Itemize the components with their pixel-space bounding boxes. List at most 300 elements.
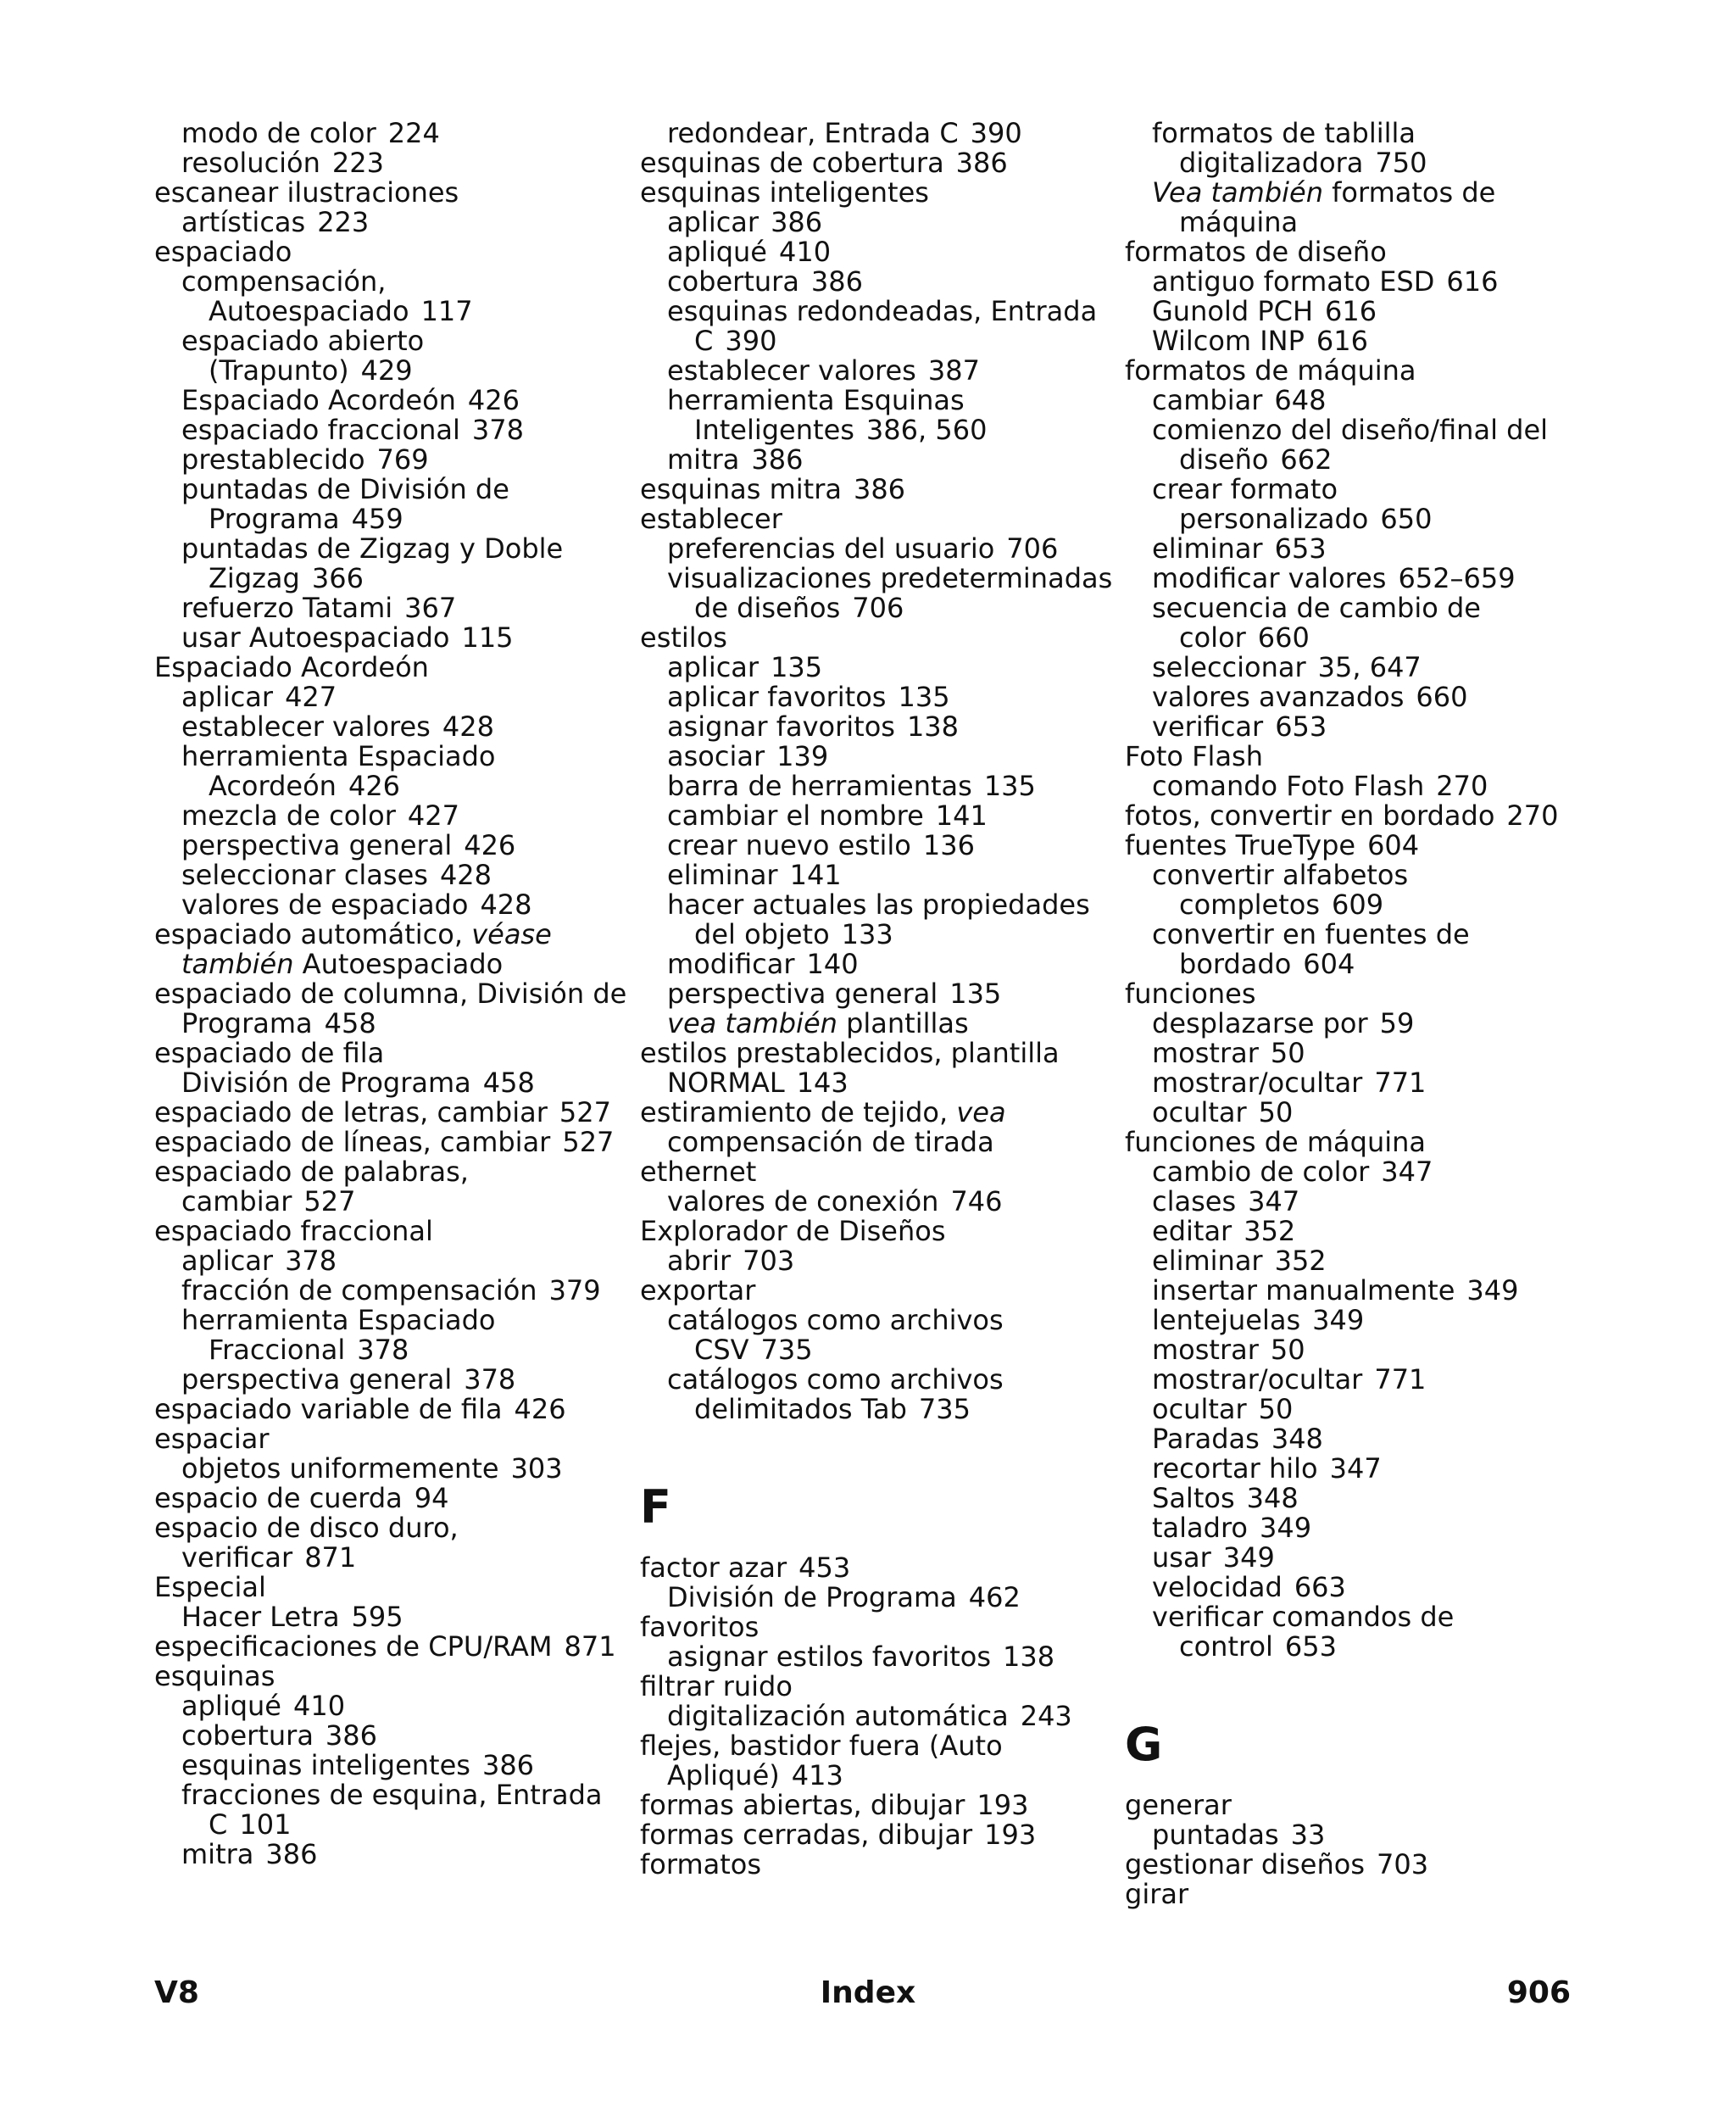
- entry-page-ref: 387: [927, 354, 980, 387]
- entry-term: Saltos: [1152, 1482, 1235, 1514]
- index-subentry: [154, 1780, 629, 1810]
- entry-page-ref: 390: [970, 117, 1022, 149]
- index-subentry: [1125, 1602, 1600, 1632]
- entry-term: mitra: [667, 443, 740, 476]
- index-subentry: [1125, 1424, 1600, 1454]
- entry-see-also: vea: [956, 1096, 1006, 1128]
- entry-term: apliqué: [181, 1690, 281, 1722]
- entry-term: diseño: [1179, 443, 1269, 476]
- entry-term: objetos uniformemente: [181, 1452, 499, 1485]
- index-entry: [640, 1791, 1115, 1820]
- entry-term: fuentes TrueType: [1125, 829, 1356, 861]
- entry-page-ref: 135: [771, 651, 823, 683]
- index-subentry: [154, 1810, 629, 1840]
- index-subentry: [1125, 653, 1600, 682]
- entry-page-ref: 135: [898, 681, 950, 713]
- entry-term: asociar: [667, 740, 765, 772]
- entry-page-ref: 706: [1006, 532, 1059, 565]
- entry-term: espaciado de palabras,: [154, 1156, 469, 1188]
- entry-term: digitalización automática: [667, 1700, 1009, 1732]
- entry-term: esquinas inteligentes: [181, 1749, 470, 1781]
- entry-term: clases: [1152, 1185, 1237, 1217]
- index-subentry: [640, 712, 1115, 742]
- entry-page-ref: 653: [1275, 710, 1327, 743]
- index-entry: [640, 1672, 1115, 1702]
- entry-term: mostrar: [1152, 1334, 1259, 1366]
- index-entry: [640, 1731, 1115, 1761]
- entry-term: puntadas de División de: [181, 473, 509, 505]
- index-subentry: [1125, 534, 1600, 564]
- index-subentry: [154, 564, 629, 593]
- index-subentry: [640, 1642, 1115, 1672]
- index-subentry: [154, 356, 629, 386]
- index-entry: [154, 653, 629, 682]
- entry-page-ref: 604: [1367, 829, 1420, 861]
- entry-term: taladro: [1152, 1512, 1248, 1544]
- index-entry: [154, 1039, 629, 1068]
- index-subentry: [154, 712, 629, 742]
- entry-term: División de Programa: [667, 1581, 957, 1613]
- entry-page-ref: 527: [303, 1185, 356, 1217]
- index-subentry: [154, 475, 629, 504]
- index-subentry: [154, 326, 629, 356]
- entry-page-ref: 769: [376, 443, 429, 476]
- entry-term: esquinas inteligentes: [640, 176, 929, 209]
- entry-term: perspectiva general: [667, 978, 938, 1010]
- entry-page-ref: 138: [906, 710, 960, 743]
- index-subentry: [1125, 1543, 1600, 1573]
- index-subentry: [640, 831, 1115, 861]
- entry-page-ref: 378: [285, 1245, 337, 1277]
- entry-term: espaciado de líneas, cambiar: [154, 1126, 551, 1158]
- index-subentry: [1125, 415, 1600, 445]
- index-subentry: [1125, 297, 1600, 326]
- entry-page-ref: 348: [1271, 1423, 1323, 1455]
- entry-term: ocultar: [1152, 1393, 1247, 1425]
- entry-term: Espaciado Acordeón: [154, 651, 429, 683]
- entry-term: formas cerradas, dibujar: [640, 1819, 973, 1851]
- entry-page-ref: 427: [407, 799, 459, 832]
- index-subentry: [154, 119, 629, 148]
- index-subentry: [640, 119, 1115, 148]
- footer-version: V8: [154, 1975, 199, 2010]
- index-subentry: [1125, 326, 1600, 356]
- entry-term: comienzo del diseño/final del: [1152, 414, 1549, 446]
- index-entry: [1125, 1128, 1600, 1157]
- index-subentry: [640, 1068, 1115, 1098]
- entry-page-ref: 410: [292, 1690, 346, 1722]
- index-subentry: [1125, 682, 1600, 712]
- entry-term: funciones: [1125, 978, 1256, 1010]
- index-subentry: [1125, 1276, 1600, 1306]
- entry-page-ref: 352: [1274, 1245, 1327, 1277]
- entry-term: recortar hilo: [1152, 1452, 1318, 1485]
- entry-page-ref: 648: [1274, 384, 1327, 416]
- index-subentry: [640, 801, 1115, 831]
- entry-term: abrir: [667, 1245, 732, 1277]
- entry-term: seleccionar clases: [181, 859, 428, 891]
- entry-term: cobertura: [181, 1719, 314, 1752]
- entry-term: digitalizadora: [1179, 147, 1364, 179]
- entry-page-ref: 141: [789, 859, 842, 891]
- entry-page-ref: 270: [1506, 799, 1559, 832]
- entry-page-ref: 243: [1020, 1700, 1072, 1732]
- entry-page-ref: 223: [317, 206, 370, 238]
- entry-term: perspectiva general: [181, 1363, 453, 1396]
- index-subentry: [154, 623, 629, 653]
- entry-page-ref: 663: [1294, 1571, 1346, 1603]
- index-subentry: [640, 356, 1115, 386]
- index-entry: [640, 1613, 1115, 1642]
- index-subentry: [1125, 920, 1600, 950]
- index-entry: [154, 1484, 629, 1513]
- entry-page-ref: 347: [1248, 1185, 1300, 1217]
- entry-see-also: también: [181, 948, 294, 980]
- entry-page-ref: 650: [1380, 503, 1433, 535]
- entry-page-ref: 348: [1246, 1482, 1299, 1514]
- entry-term: Wilcom INP: [1152, 325, 1305, 357]
- entry-term: preferencias del usuario: [667, 532, 995, 565]
- entry-term: espacio de cuerda: [154, 1482, 403, 1514]
- entry-term: modo de color: [181, 117, 376, 149]
- entry-term: fracciones de esquina, Entrada: [181, 1779, 603, 1811]
- entry-term: eliminar: [667, 859, 778, 891]
- index-subentry: [640, 267, 1115, 297]
- entry-page-ref: 223: [331, 147, 384, 179]
- index-subentry: [154, 1543, 629, 1573]
- entry-term: espaciado abierto: [181, 325, 425, 357]
- entry-term: máquina: [1179, 206, 1299, 238]
- index-subentry: [154, 504, 629, 534]
- entry-term: crear nuevo estilo: [667, 829, 911, 861]
- entry-page-ref: 703: [1377, 1848, 1429, 1880]
- index-subentry: [640, 950, 1115, 979]
- entry-term: aplicar: [181, 1245, 274, 1277]
- entry-term: Espaciado Acordeón: [181, 384, 456, 416]
- index-subentry: [1125, 890, 1600, 920]
- entry-page-ref: 426: [514, 1393, 566, 1425]
- index-subentry: [154, 1335, 629, 1365]
- entry-page-ref: 616: [1446, 265, 1499, 298]
- entry-term: espaciar: [154, 1423, 270, 1455]
- entry-term: factor azar: [640, 1552, 787, 1584]
- entry-term: generar: [1125, 1789, 1232, 1821]
- entry-term: completos: [1179, 889, 1321, 921]
- entry-page-ref: 426: [464, 829, 516, 861]
- entry-page-ref: 386: [771, 206, 823, 238]
- entry-term: usar: [1152, 1541, 1211, 1574]
- entry-page-ref: 458: [482, 1067, 535, 1099]
- index-subentry: [640, 920, 1115, 950]
- index-subentry: [1125, 772, 1600, 801]
- entry-term: esquinas: [154, 1660, 275, 1692]
- entry-page-ref: 735: [760, 1334, 813, 1366]
- index-entry: [1125, 1850, 1600, 1880]
- entry-page-ref: 224: [387, 117, 440, 149]
- entry-term: flejes, bastidor fuera (Auto: [640, 1730, 1003, 1762]
- index-entry: [640, 504, 1115, 534]
- entry-term: Gunold PCH: [1152, 295, 1314, 327]
- entry-see-also: véase: [471, 918, 552, 950]
- entry-term: formatos de máquina: [1125, 354, 1416, 387]
- index-entry: [154, 1157, 629, 1187]
- index-subentry: [640, 653, 1115, 682]
- index-subentry: [640, 208, 1115, 237]
- entry-term: refuerzo Tatami: [181, 592, 393, 624]
- index-entry: [154, 1513, 629, 1543]
- entry-term: Apliqué): [667, 1759, 780, 1791]
- entry-term: (Trapunto): [209, 354, 349, 387]
- entry-term: Acordeón: [209, 770, 337, 802]
- index-subentry: [154, 148, 629, 178]
- entry-term: delimitados Tab: [694, 1393, 907, 1425]
- entry-term: de diseños: [694, 592, 841, 624]
- entry-page-ref: 50: [1258, 1096, 1294, 1128]
- index-subentry: [154, 297, 629, 326]
- entry-term: ocultar: [1152, 1096, 1247, 1128]
- entry-page-ref: 349: [1312, 1304, 1365, 1336]
- entry-page-ref: 413: [791, 1759, 843, 1791]
- index-entry: [154, 979, 629, 1009]
- index-subentry: [1125, 623, 1600, 653]
- index-section-letter: F: [640, 1480, 671, 1534]
- entry-page-ref: 50: [1258, 1393, 1294, 1425]
- entry-page-ref: 426: [467, 384, 520, 416]
- index-subentry: [1125, 861, 1600, 890]
- entry-page-ref: 386: [265, 1838, 318, 1870]
- index-subentry: [1125, 148, 1600, 178]
- index-subentry: [154, 950, 629, 979]
- index-subentry: [154, 861, 629, 890]
- index-entry: [640, 623, 1115, 653]
- entry-page-ref: 462: [968, 1581, 1021, 1613]
- entry-term: perspectiva general: [181, 829, 453, 861]
- entry-page-ref: 616: [1325, 295, 1377, 327]
- index-subentry: [640, 386, 1115, 415]
- entry-page-ref: 428: [439, 859, 492, 891]
- index-entry: [640, 475, 1115, 504]
- index-subentry: [640, 1335, 1115, 1365]
- entry-term: esquinas de cobertura: [640, 147, 944, 179]
- entry-page-ref: 652–659: [1398, 562, 1516, 594]
- entry-page-ref: 352: [1244, 1215, 1296, 1247]
- entry-term: prestablecido: [181, 443, 365, 476]
- entry-page-ref: 386: [325, 1719, 377, 1752]
- index-subentry: [1125, 1820, 1600, 1850]
- entry-term: personalizado: [1179, 503, 1369, 535]
- index-entry: [640, 1098, 1115, 1128]
- entry-term: espaciado automático,: [154, 918, 472, 950]
- entry-page-ref: 386: [955, 147, 1008, 179]
- index-subentry: [640, 1306, 1115, 1335]
- entry-term: Programa: [209, 503, 340, 535]
- entry-term: asignar favoritos: [667, 710, 895, 743]
- index-subentry: [640, 742, 1115, 772]
- entry-page-ref: 143: [796, 1067, 849, 1099]
- index-subentry: [1125, 1365, 1600, 1395]
- entry-term: valores de conexión: [667, 1185, 939, 1217]
- index-subentry: [1125, 1157, 1600, 1187]
- index-subentry: [154, 1306, 629, 1335]
- index-subentry: [640, 979, 1115, 1009]
- entry-term: bordado: [1179, 948, 1292, 980]
- index-subentry: [1125, 1395, 1600, 1424]
- entry-page-ref: 703: [743, 1245, 795, 1277]
- entry-term: favoritos: [640, 1611, 760, 1643]
- entry-page-ref: 459: [351, 503, 403, 535]
- index-subentry: [154, 1246, 629, 1276]
- entry-page-ref: 428: [442, 710, 494, 743]
- index-subentry: [1125, 1217, 1600, 1246]
- index-subentry: [1125, 564, 1600, 593]
- entry-page-ref: 527: [562, 1126, 615, 1158]
- index-column-1: [154, 119, 629, 1869]
- entry-page-ref: 35, 647: [1317, 651, 1422, 683]
- entry-term: Explorador de Diseños: [640, 1215, 946, 1247]
- entry-page-ref: 140: [806, 948, 859, 980]
- entry-term: estilos: [640, 621, 727, 654]
- index-subentry: [640, 772, 1115, 801]
- entry-term: valores avanzados: [1152, 681, 1405, 713]
- index-entry: [154, 1424, 629, 1454]
- entry-page-ref: 410: [778, 236, 832, 268]
- entry-term: exportar: [640, 1274, 756, 1306]
- entry-term: especificaciones de CPU/RAM: [154, 1630, 553, 1663]
- entry-page-ref: 871: [304, 1541, 357, 1574]
- entry-see-also: vea también: [667, 1007, 837, 1039]
- index-entry: [154, 920, 629, 950]
- entry-term: fracción de compensación: [181, 1274, 537, 1306]
- entry-page-ref: 653: [1284, 1630, 1337, 1663]
- entry-page-ref: 595: [351, 1601, 403, 1633]
- entry-page-ref: 706: [852, 592, 904, 624]
- entry-term: establecer valores: [181, 710, 431, 743]
- entry-term: Zigzag: [209, 562, 300, 594]
- index-subentry: [154, 445, 629, 475]
- index-subentry: [1125, 208, 1600, 237]
- entry-page-ref: 386: [751, 443, 804, 476]
- entry-page-ref: 426: [348, 770, 401, 802]
- index-subentry: [640, 326, 1115, 356]
- entry-page-ref: 386, 560: [865, 414, 988, 446]
- entry-page-ref: 193: [976, 1789, 1029, 1821]
- entry-term: ethernet: [640, 1156, 757, 1188]
- index-subentry: [154, 772, 629, 801]
- entry-page-ref: 428: [480, 889, 532, 921]
- index-subentry: [1125, 1573, 1600, 1602]
- index-subentry: [640, 682, 1115, 712]
- entry-page-ref: 50: [1270, 1037, 1305, 1069]
- index-subentry: [640, 1187, 1115, 1217]
- entry-page-ref: 390: [725, 325, 777, 357]
- index-subentry: [1125, 1039, 1600, 1068]
- entry-term: formas abiertas, dibujar: [640, 1789, 965, 1821]
- index-subentry: [154, 1602, 629, 1632]
- entry-term-suffix: plantillas: [837, 1007, 969, 1039]
- entry-term: convertir alfabetos: [1152, 859, 1409, 891]
- entry-term: mostrar: [1152, 1037, 1259, 1069]
- entry-page-ref: 141: [935, 799, 988, 832]
- index-subentry: [1125, 1632, 1600, 1662]
- index-entry: [640, 1276, 1115, 1306]
- index-entry: [640, 1850, 1115, 1880]
- entry-term: crear formato: [1152, 473, 1338, 505]
- entry-page-ref: 138: [1003, 1641, 1055, 1673]
- entry-term: redondear, Entrada C: [667, 117, 959, 149]
- entry-term: puntadas: [1152, 1819, 1279, 1851]
- entry-term: editar: [1152, 1215, 1232, 1247]
- index-subentry: [1125, 1009, 1600, 1039]
- index-subentry: [1125, 712, 1600, 742]
- entry-term: NORMAL: [667, 1067, 785, 1099]
- index-subentry: [640, 890, 1115, 920]
- index-subentry: [640, 297, 1115, 326]
- index-subentry: [1125, 1306, 1600, 1335]
- entry-page-ref: 871: [564, 1630, 616, 1663]
- index-subentry: [1125, 178, 1600, 208]
- entry-term: seleccionar: [1152, 651, 1306, 683]
- entry-page-ref: 378: [464, 1363, 516, 1396]
- entry-term: cambiar: [1152, 384, 1263, 416]
- index-entry: [154, 1217, 629, 1246]
- entry-term: C: [209, 1808, 228, 1841]
- entry-term: Fraccional: [209, 1334, 346, 1366]
- index-subentry: [640, 1702, 1115, 1731]
- entry-term: aplicar: [667, 206, 760, 238]
- entry-term: secuencia de cambio de: [1152, 592, 1481, 624]
- entry-term: visualizaciones predeterminadas: [667, 562, 1113, 594]
- entry-page-ref: 427: [285, 681, 337, 713]
- entry-page-ref: 135: [983, 770, 1036, 802]
- entry-term: catálogos como archivos: [667, 1363, 1004, 1396]
- entry-term-suffix: Autoespaciado: [293, 948, 504, 980]
- index-subentry: [640, 1395, 1115, 1424]
- entry-term: velocidad: [1152, 1571, 1283, 1603]
- entry-term: espaciado de fila: [154, 1037, 385, 1069]
- entry-page-ref: 746: [950, 1185, 1003, 1217]
- index-subentry: [154, 831, 629, 861]
- entry-page-ref: 662: [1280, 443, 1333, 476]
- index-subentry: [1125, 1454, 1600, 1484]
- index-subentry: [154, 1751, 629, 1780]
- entry-term: usar Autoespaciado: [181, 621, 450, 654]
- entry-page-ref: 117: [420, 295, 473, 327]
- entry-page-ref: 604: [1303, 948, 1355, 980]
- index-subentry: [154, 682, 629, 712]
- index-subentry: [640, 861, 1115, 890]
- index-subentry: [1125, 1335, 1600, 1365]
- entry-page-ref: 50: [1270, 1334, 1305, 1366]
- entry-term: cambio de color: [1152, 1156, 1370, 1188]
- index-entry: [154, 237, 629, 267]
- entry-page-ref: 139: [776, 740, 829, 772]
- entry-term: eliminar: [1152, 532, 1263, 565]
- entry-page-ref: 136: [922, 829, 975, 861]
- entry-page-ref: 115: [461, 621, 514, 654]
- entry-term: mostrar/ocultar: [1152, 1067, 1363, 1099]
- index-subentry: [640, 1009, 1115, 1039]
- index-subentry: [154, 1454, 629, 1484]
- entry-term: puntadas de Zigzag y Doble: [181, 532, 564, 565]
- index-subentry: [640, 593, 1115, 623]
- entry-term: verificar: [181, 1541, 293, 1574]
- entry-term: convertir en fuentes de: [1152, 918, 1470, 950]
- index-subentry: [640, 1761, 1115, 1791]
- index-entry: [1125, 356, 1600, 386]
- entry-term: Especial: [154, 1571, 266, 1603]
- entry-term: cambiar: [181, 1185, 292, 1217]
- entry-page-ref: 458: [324, 1007, 376, 1039]
